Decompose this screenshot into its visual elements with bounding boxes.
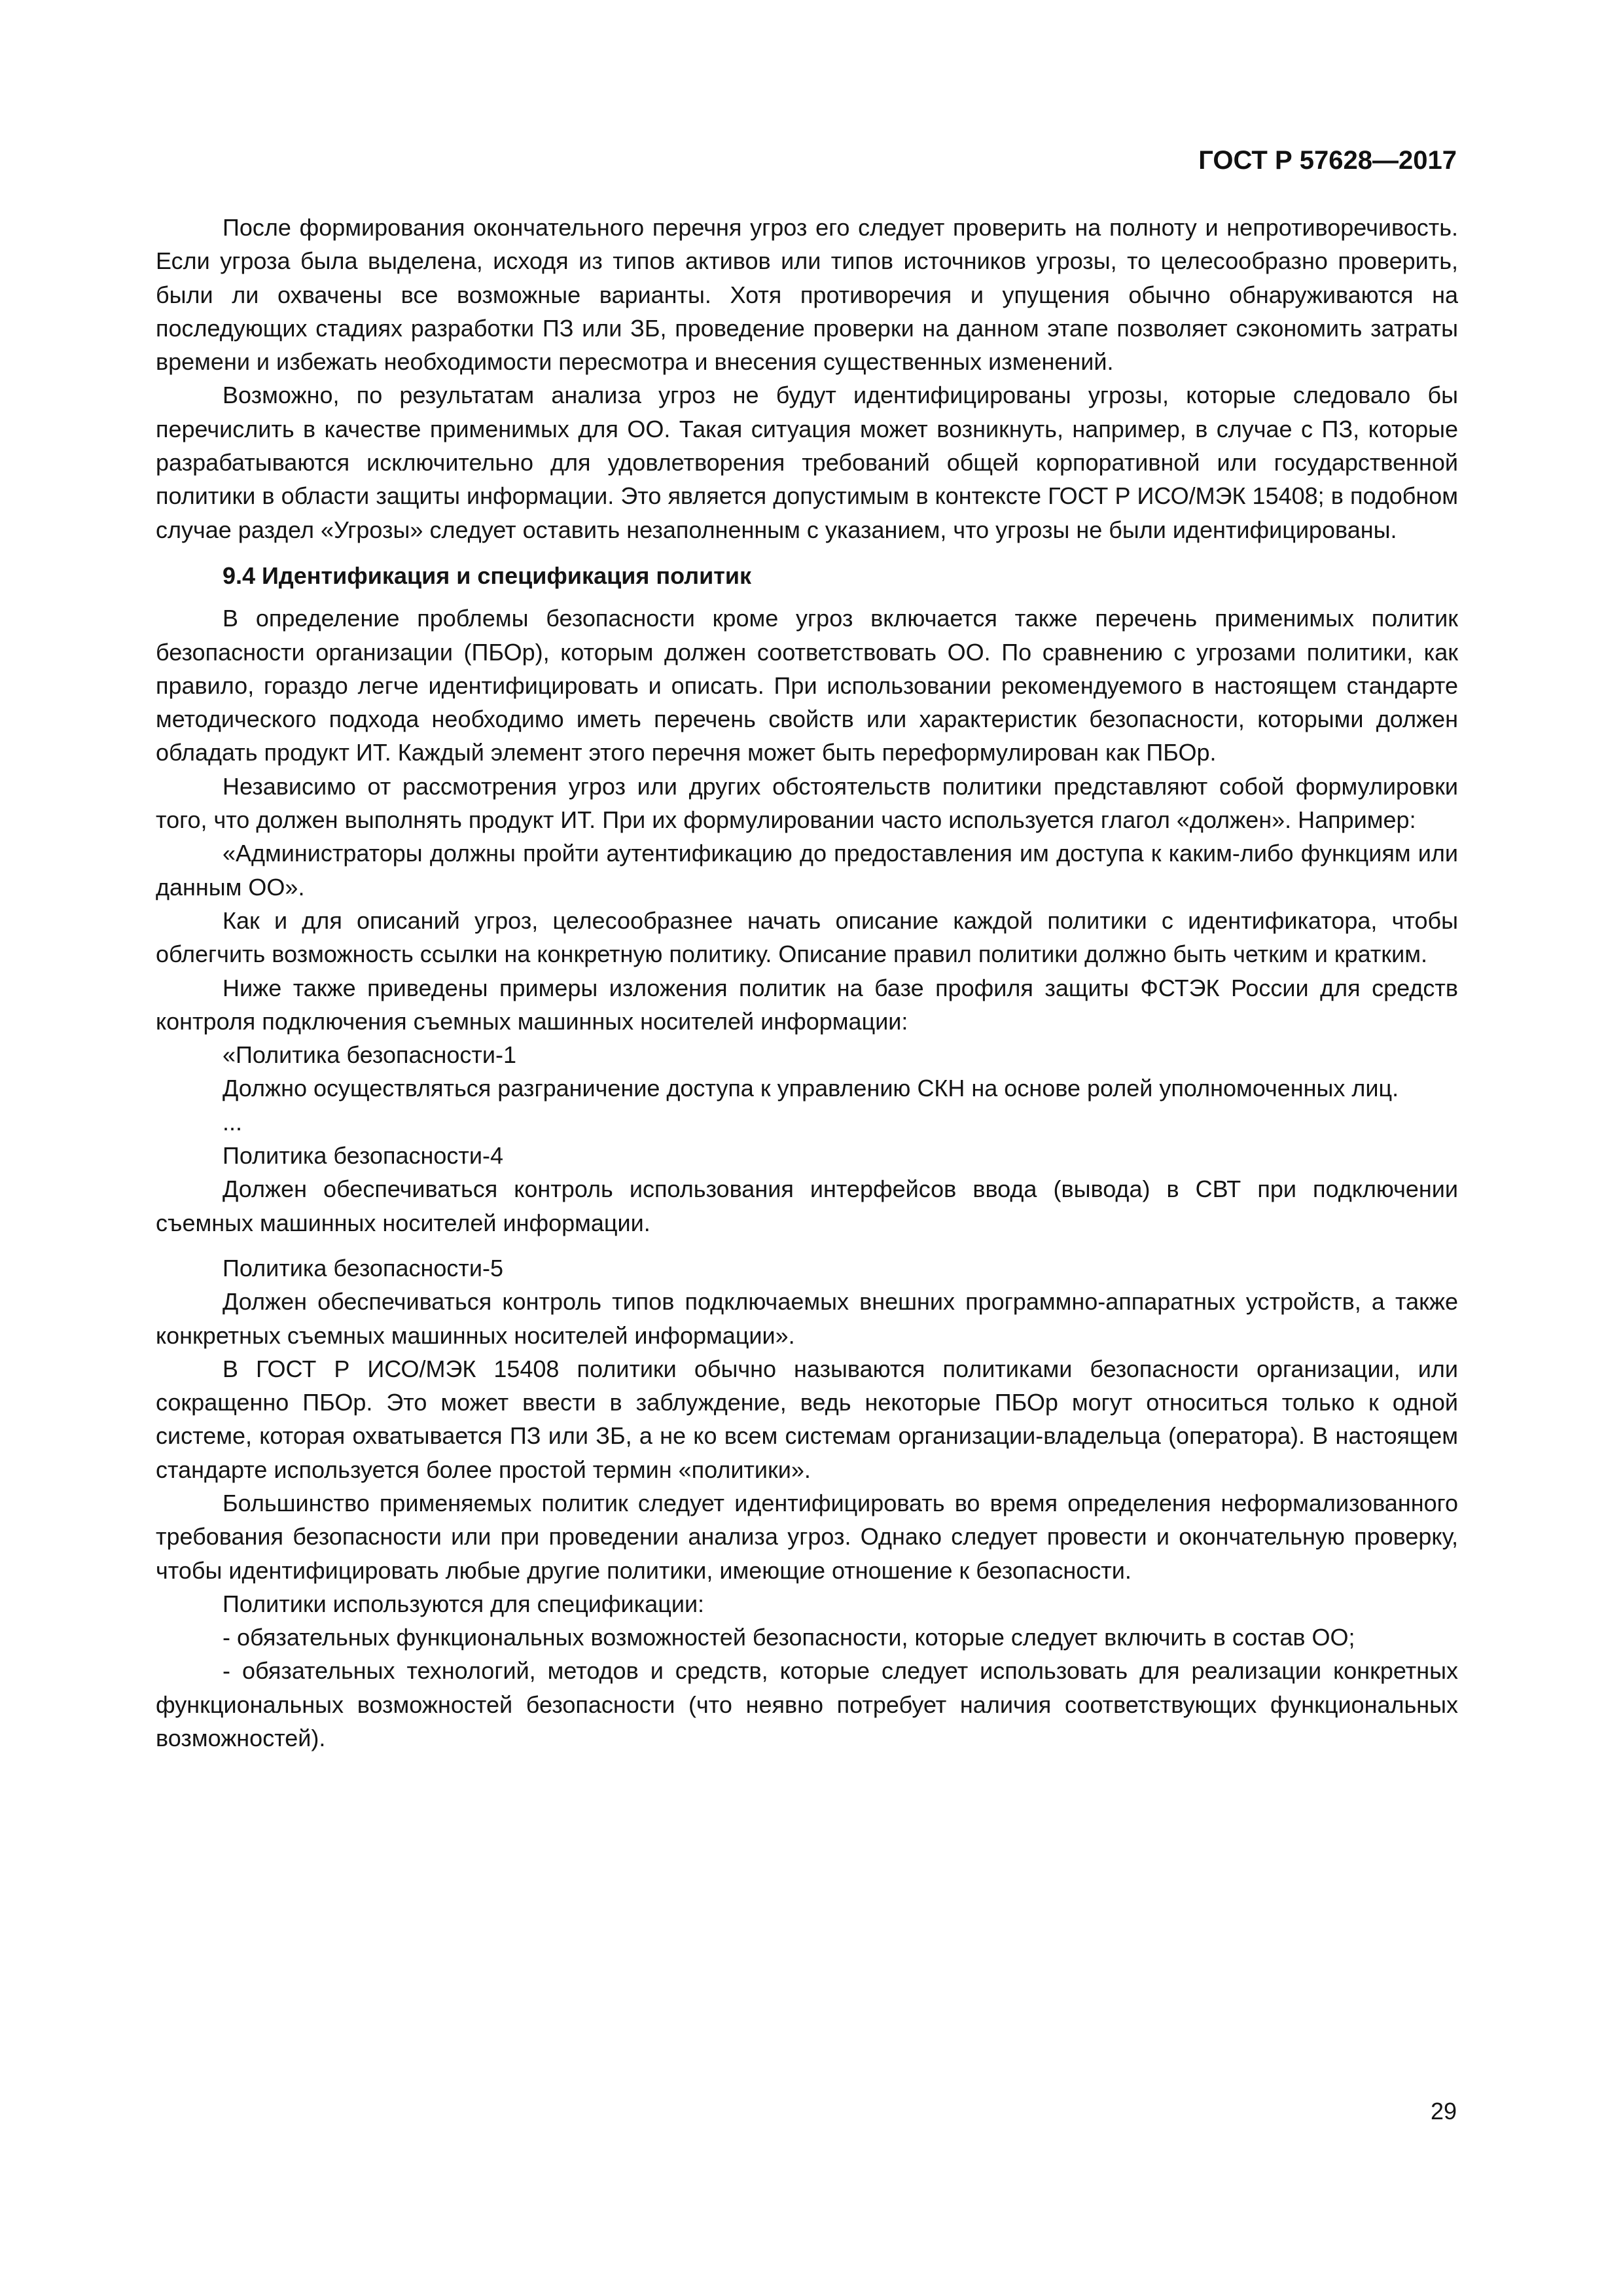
- paragraph: В ГОСТ Р ИСО/МЭК 15408 политики обычно называются политиками безопасности организации, или сокращенно ПБОр. Это может ввести в заблуждение, ведь некоторые ПБОр могут относиться только к одной системе, которая охватывается ПЗ или ЗБ, а не ко всем системам организации-владельца (оператора). В настоящем стандарте используется более простой термин «политики».: [156, 1355, 1458, 1483]
- spacer: [156, 1240, 1458, 1251]
- paragraph: Большинство применяемых политик следует идентифицировать во время определения неформализованного требования безопасности или при проведении анализа угроз. Однако следует провести и окончательную проверку, чтобы идентифицировать любые другие политики, имеющие отношение к безопасности.: [156, 1489, 1458, 1584]
- document-header: ГОСТ Р 57628—2017: [1198, 146, 1457, 175]
- policy-title: Политика безопасности-5: [223, 1254, 503, 1282]
- policy-text: Должен обеспечиваться контроль типов подключаемых внешних программно-аппаратных устройств, а также конкретных съемных машинных носителей информации».: [156, 1288, 1458, 1349]
- policy-text: Должен обеспечиваться контроль использования интерфейсов ввода (вывода) в СВТ при подключении съемных машинных носителей информации.: [156, 1175, 1458, 1236]
- policy-title: «Политика безопасности-1: [223, 1041, 516, 1069]
- quote-paragraph: «Администраторы должны пройти аутентификацию до предоставления им доступа к каким-либо функциям или данным ОО».: [156, 840, 1458, 901]
- paragraph: Как и для описаний угроз, целесообразнее начать описание каждой политики с идентификатора, чтобы облегчить возможность ссылки на конкретную политику. Описание правил политики должно быть четким и кратким.: [156, 906, 1458, 968]
- paragraph: Ниже также приведены примеры изложения политик на базе профиля защиты ФСТЭК России для средств контроля подключения съемных машинных носителей информации:: [156, 974, 1458, 1035]
- list-item: - обязательных технологий, методов и средств, которые следует использовать для реализации конкретных функциональных возможностей безопасности (что неявно потребует наличия соответствующих функциональных возможностей).: [156, 1657, 1458, 1752]
- paragraph: Возможно, по результатам анализа угроз не будут идентифицированы угрозы, которые следовало бы перечислить в качестве применимых для ОО. Такая ситуация может возникнуть, например, в случае с ПЗ, которые разрабатываются исключительно для удовлетворения требований общей корпоративной или государственной политики в области защиты информации. Это является допустимым в контексте ГОСТ Р ИСО/МЭК 15408; в подобном случае раздел «Угрозы» следует оставить незаполненным с указанием, что угрозы не были идентифицированы.: [156, 382, 1458, 543]
- ellipsis: ...: [223, 1108, 243, 1136]
- policy-title: Политика безопасности-4: [223, 1142, 503, 1170]
- paragraph: В определение проблемы безопасности кроме угроз включается также перечень применимых политик безопасности организации (ПБОр), которым должен соответствовать ОО. По сравнению с угрозами политики, как правило, гораздо легче идентифицировать и описать. При использовании рекомендуемого в настоящем стандарте методического подхода необходимо иметь перечень свойств или характеристик безопасности, которыми должен обладать продукт ИТ. Каждый элемент этого перечня может быть переформулирован как ПБОр.: [156, 605, 1458, 766]
- document-body: [156, 211, 1458, 1755]
- page-number: 29: [1430, 2098, 1457, 2125]
- policy-text: Должно осуществляться разграничение доступа к управлению СКН на основе ролей уполномоченных лиц.: [223, 1075, 1399, 1102]
- section-heading: 9.4 Идентификация и спецификация политик: [223, 562, 751, 589]
- list-item: - обязательных функциональных возможностей безопасности, которые следует включить в состав ОО;: [223, 1624, 1355, 1651]
- paragraph: Независимо от рассмотрения угроз или других обстоятельств политики представляют собой формулировки того, что должен выполнять продукт ИТ. При их формулировании часто используется глагол «должен». Например:: [156, 772, 1458, 834]
- paragraph: После формирования окончательного перечня угроз его следует проверить на полноту и непротиворечивость. Если угроза была выделена, исходя из типов активов или типов источников угрозы, то целесообразно проверить, были ли охвачены все возможные варианты. Хотя противоречия и упущения обычно обнаруживаются на последующих стадиях разработки ПЗ или ЗБ, проведение проверки на данном этапе позволяет сэкономить затраты времени и избежать необходимости пересмотра и внесения существенных изменений.: [156, 214, 1458, 376]
- paragraph: Политики используются для спецификации:: [223, 1590, 705, 1617]
